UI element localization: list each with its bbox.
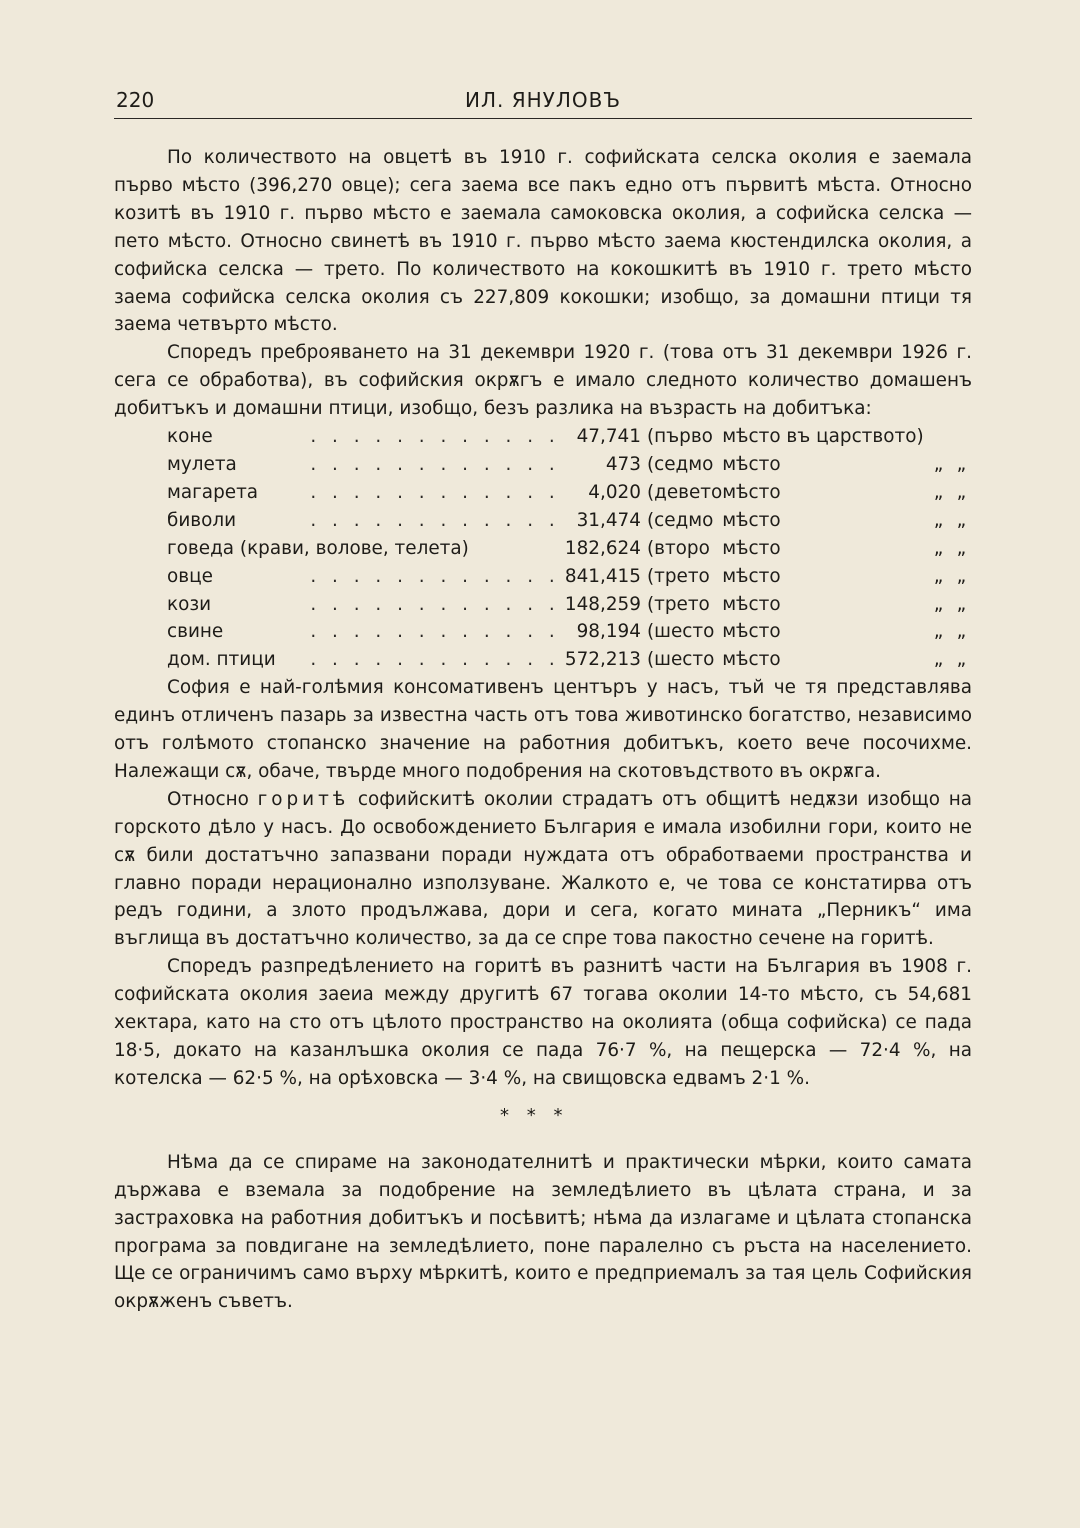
livestock-rank: (трето (646, 593, 710, 615)
livestock-row (167, 535, 972, 563)
livestock-rank: (второ (646, 537, 710, 559)
body-text (114, 144, 972, 1316)
separator-asterisks: * * * (500, 1104, 569, 1126)
livestock-count: 841,415 (564, 565, 641, 587)
leader-dots: . . . . . . . . . . . . (310, 565, 560, 587)
livestock-rank: (шесто (646, 621, 715, 643)
livestock-count: 98,194 (576, 621, 641, 643)
paragraph-forest-distribution: Споредъ разпредѣлението на горитѣ въ разнитѣ части на България въ 1908 г. софийската околия заеиа между другитѣ 67 тогава околии 14-то мѣсто, съ 54,681 хектара, като на сто отъ цѣлото пространство на околията (обща софийска) се пада 18·5, докато на казанлъшка околия се пада 76·7 %, на пещерска — 72·4 %, на котелска — 62·5 %, на орѣховска — 3·4 %, на свищовска едвамъ 2·1 %. (114, 956, 972, 1089)
livestock-name: овце (167, 565, 213, 587)
livestock-rank: (първо (646, 426, 713, 448)
livestock-place: мѣсто (722, 593, 781, 615)
livestock-count: 148,259 (564, 593, 641, 615)
paragraph-measures: Нѣма да се спираме на законодателнитѣ и практически мѣрки, които самата държава е вземала за подобрение на земледѣлието въ цѣлата страна, и за застраховка на работния добитъкъ и посѣвитѣ; нѣма да излагаме и цѣлата стопанска програма за повдигане на земледѣлието, поне паралелно съ ръста на населението. Ще се ограничимъ само върху мѣркитѣ, които е предприемалъ за тая цель Софийския окрѫженъ съветъ. (114, 1151, 972, 1313)
livestock-row (167, 451, 972, 479)
ditto-mark: „ (956, 453, 967, 475)
livestock-name: магарета (167, 481, 259, 503)
livestock-count: 4,020 (588, 481, 641, 503)
livestock-count: 572,213 (564, 649, 641, 671)
leader-dots: . . . . . . . . . . . . (310, 426, 560, 448)
ditto-mark: „ (956, 481, 967, 503)
livestock-row (167, 423, 972, 451)
livestock-count: 31,474 (576, 509, 641, 531)
livestock-rank: (седмо (646, 509, 714, 531)
livestock-name: мулета (167, 453, 237, 475)
livestock-place: мѣсто (722, 621, 781, 643)
ditto-mark: „ (933, 593, 944, 615)
livestock-name: говеда (крави, волове, телета) (167, 537, 469, 559)
livestock-name: кози (167, 593, 212, 615)
livestock-row (167, 591, 972, 619)
leader-dots: . . . . . . . . . . . . (310, 509, 560, 531)
livestock-count: 473 (605, 453, 641, 475)
leader-dots: . . . . . . . . . . . . (310, 621, 560, 643)
livestock-place: мѣсто (722, 481, 781, 503)
section-separator (114, 1093, 972, 1149)
livestock-place: мѣсто въ царството) (722, 426, 924, 448)
livestock-table (167, 423, 972, 674)
ditto-mark (951, 423, 972, 451)
livestock-name: дом. птици (167, 649, 276, 671)
leader-dots: . . . . . . . . . . . . (310, 481, 560, 503)
page-header (114, 86, 972, 119)
livestock-place: мѣсто (722, 453, 781, 475)
ditto-mark: „ (933, 565, 944, 587)
paragraph-forests (114, 786, 972, 953)
running-title: ИЛ. ЯНУЛОВЪ (465, 88, 621, 112)
ditto-mark: „ (956, 565, 967, 587)
paragraph-census-intro: Споредъ преброяването на 31 декември 1920 г. (това отъ 31 декември 1926 г. сега се обработва), въ софийския окрѫгъ е имало следното количество домашенъ добитъкъ и домашни птици, изобщо, безъ разлика на възрасть на добитъка: (114, 342, 972, 420)
livestock-place: мѣсто (722, 649, 781, 671)
leader-dots: . . . . . . . . . . . . (310, 593, 560, 615)
livestock-rank: (шесто (646, 649, 715, 671)
livestock-row (167, 618, 972, 646)
livestock-place: мѣсто (722, 537, 781, 559)
livestock-row (167, 563, 972, 591)
ditto-mark: „ (933, 481, 944, 503)
ditto-mark: „ (933, 649, 944, 671)
livestock-rank: (девето (646, 481, 723, 503)
livestock-rank: (трето (646, 565, 710, 587)
ditto-mark: „ (956, 649, 967, 671)
forests-text-start: Относно (167, 788, 258, 810)
leader-dots: . . . . . . . . . . . . (310, 453, 560, 475)
livestock-place: мѣсто (722, 565, 781, 587)
ditto-mark: „ (933, 537, 944, 559)
paragraph-sofia-market: София е най-голѣмия консомативенъ центъръ у насъ, тъй че тя представлява единъ отличенъ пазарь за известна часть отъ това животинско богатство, независимо отъ голѣмото стопанско значение на работния добитъкъ, което вече посочихме. Належащи сѫ, обаче, твърде много подобрения на скотовъдството въ окрѫга. (114, 677, 972, 782)
livestock-row (167, 479, 972, 507)
ditto-mark: „ (956, 509, 967, 531)
ditto-mark: „ (933, 453, 944, 475)
livestock-name: коне (167, 426, 213, 448)
ditto-mark: „ (933, 509, 944, 531)
ditto-mark: „ (956, 593, 967, 615)
livestock-rank: (седмо (646, 453, 714, 475)
forests-text-rest: софийскитѣ околии страдатъ отъ общитѣ недѫзи изобщо на горското дѣло у насъ. До освобождението България е имала изобилни гори, които не сѫ били достатъчно запазвани поради нуждата отъ обработваеми пространства и главно поради нерационално използуване. Жалкото е, че това се констатирва отъ редъ години, а злото продължава, дори и сега, когато мината „Перникъ“ има въглища въ достатъчно количество, за да се спре това пакостно сечене на горитѣ. (114, 788, 972, 950)
livestock-count: 182,624 (564, 537, 641, 559)
livestock-count: 47,741 (576, 426, 641, 448)
ditto-mark (926, 423, 951, 451)
ditto-mark: „ (933, 621, 944, 643)
livestock-row (167, 646, 972, 674)
livestock-name: свине (167, 621, 224, 643)
ditto-mark: „ (956, 621, 967, 643)
paragraph-sheep-goats-pigs: По количеството на овцетѣ въ 1910 г. софийската селска околия е заемала първо мѣсто (396,270 овце); сега заема все пакъ едно отъ първитѣ мѣста. Относно козитѣ въ 1910 г. първо мѣсто е заемала самоковска околия, а софийска селска — пето мѣсто. Относно свинетѣ въ 1910 г. първо мѣсто заема кюстендилска околия, а софийска селска — трето. По количеството на кокошкитѣ въ 1910 г. трето мѣсто заема софийска селска околия съ 227,809 кокошки; изобщо, за домашни птици тя заема четвърто мѣсто. (114, 147, 972, 336)
livestock-row (167, 507, 972, 535)
livestock-place: мѣсто (722, 509, 781, 531)
page-number: 220 (116, 88, 155, 112)
leader-dots: . . . . . . . . . . . . (310, 649, 560, 671)
ditto-mark: „ (956, 537, 967, 559)
livestock-name: биволи (167, 509, 237, 531)
forests-emphasis: горитѣ (257, 788, 350, 810)
